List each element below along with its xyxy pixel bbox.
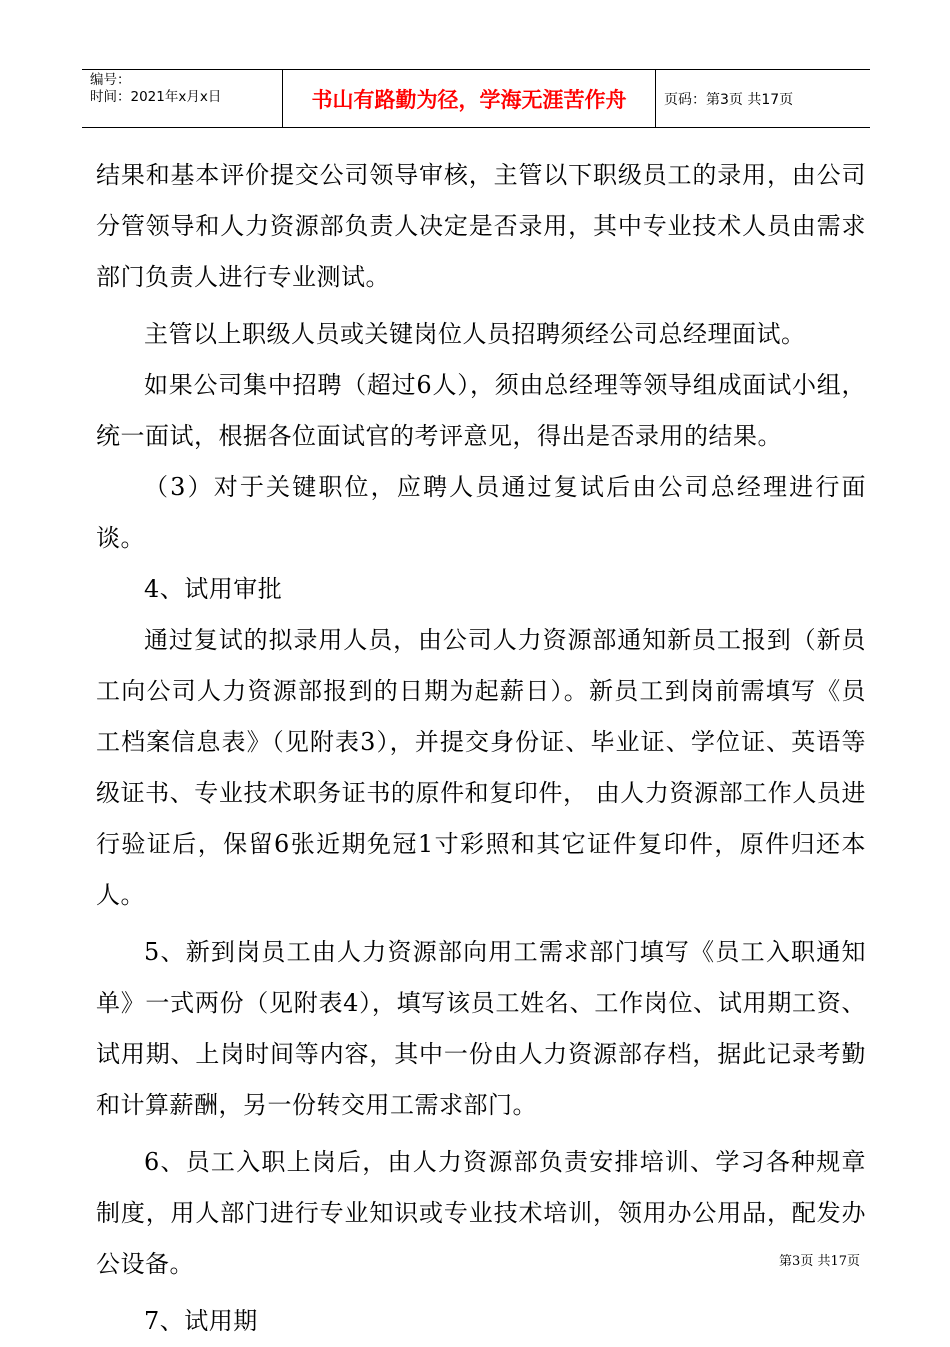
document-date: 时间：2021年x月x日 xyxy=(90,89,222,105)
header-table xyxy=(82,69,870,128)
paragraph-4: （3）对于关键职位，应聘人员通过复试后由公司总经理进行面谈。 xyxy=(96,473,866,552)
section-heading-7: 7、试用期 xyxy=(144,1307,258,1335)
header-motto: 书山有路勤为径，学海无涯苦作舟 xyxy=(282,70,656,127)
paragraph-2: 主管以上职级人员或关键岗位人员招聘须经公司总经理面试。 xyxy=(144,320,806,348)
section-heading-4: 4、试用审批 xyxy=(144,575,283,603)
paragraph-6: 5、新到岗员工由人力资源部向用工需求部门填写《员工入职通知单》一式两份（见附表4），填写该员工姓名、工作岗位、试用期工资、试用期、上岗时间等内容，其中一份由人力资源部存档，据此记录考勤和计算薪酬，另一份转交用工需求部门。 xyxy=(96,938,866,1119)
header-meta xyxy=(82,70,282,127)
paragraph-5: 通过复试的拟录用人员，由公司人力资源部通知新员工报到（新员工向公司人力资源部报到的日期为起薪日）。新员工到岗前需填写《员工档案信息表》（见附表3），并提交身份证、毕业证、学位证、英语等级证书、专业技术职务证书的原件和复印件， 由人力资源部工作人员进行验证后，保留6张近期免冠1寸彩照和其它证件复印件，原件归还本人。 xyxy=(96,626,866,909)
document-body xyxy=(96,150,866,1347)
footer-page-number: 第3页 共17页 xyxy=(779,1254,860,1269)
header-page-number: 页码：第3页 共17页 xyxy=(664,91,794,108)
paragraph-3: 如果公司集中招聘（超过6人），须由总经理等领导组成面试小组，统一面试，根据各位面试官的考评意见，得出是否录用的结果。 xyxy=(96,371,866,450)
paragraph-7: 6、员工入职上岗后，由人力资源部负责安排培训、学习各种规章制度，用人部门进行专业知识或专业技术培训，领用办公用品，配发办公设备。 xyxy=(96,1148,866,1278)
paragraph-1: 结果和基本评价提交公司领导审核，主管以下职级员工的录用，由公司分管领导和人力资源部负责人决定是否录用，其中专业技术人员由需求部门负责人进行专业测试。 xyxy=(96,161,866,291)
document-number: 编号： xyxy=(90,72,131,88)
